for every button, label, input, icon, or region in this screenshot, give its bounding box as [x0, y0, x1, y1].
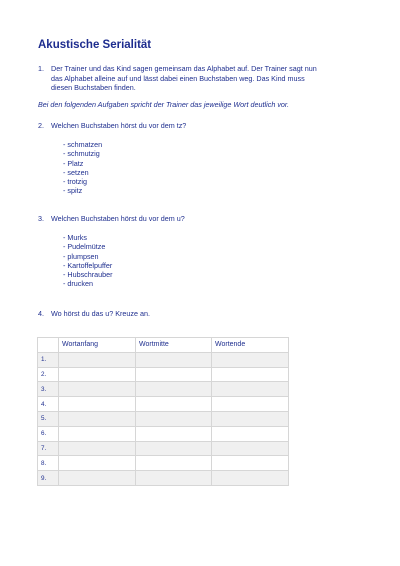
answer-cell[interactable] — [212, 382, 289, 397]
row-number: 1. — [38, 352, 59, 367]
row-number: 2. — [38, 367, 59, 382]
row-number: 9. — [38, 471, 59, 486]
table-row — [38, 471, 289, 486]
list-item: - schmatzen — [63, 140, 102, 149]
list-item: - setzen — [63, 168, 102, 177]
task-3-word-list — [63, 233, 113, 289]
answer-cell[interactable] — [136, 367, 212, 382]
task-4-number: 4. — [38, 309, 44, 318]
answer-table — [37, 337, 289, 486]
row-number: 8. — [38, 456, 59, 471]
row-number: 4. — [38, 397, 59, 412]
answer-cell[interactable] — [59, 411, 136, 426]
table-header-row — [38, 338, 289, 353]
list-item: - spitz — [63, 186, 102, 195]
task-1-line: diesen Buchstaben finden. — [51, 83, 136, 93]
task-1-line: das Alphabet alleine auf und lässt dabei einen Buchstaben weg. Das Kind muss — [51, 73, 305, 83]
header-cell-empty — [38, 338, 59, 353]
table-row — [38, 382, 289, 397]
answer-cell[interactable] — [59, 367, 136, 382]
instruction-text: Bei den folgenden Aufgaben spricht der Trainer das jeweilige Wort deutlich vor. — [38, 100, 290, 109]
header-cell-wortmitte: Wortmitte — [136, 338, 212, 353]
answer-cell[interactable] — [59, 441, 136, 456]
answer-cell[interactable] — [212, 352, 289, 367]
task-2-question: Welchen Buchstaben hörst du vor dem tz? — [51, 121, 187, 130]
list-item: - Pudelmütze — [63, 242, 113, 251]
list-item: - Murks — [63, 233, 113, 242]
answer-cell[interactable] — [136, 426, 212, 441]
table-row — [38, 352, 289, 367]
task-3-number: 3. — [38, 214, 44, 223]
task-3-question: Welchen Buchstaben hörst du vor dem u? — [51, 214, 185, 223]
table-row — [38, 441, 289, 456]
answer-cell[interactable] — [212, 471, 289, 486]
answer-cell[interactable] — [59, 456, 136, 471]
answer-cell[interactable] — [59, 471, 136, 486]
task-2-number: 2. — [38, 121, 44, 130]
answer-cell[interactable] — [212, 397, 289, 412]
table-row — [38, 397, 289, 412]
table-row — [38, 456, 289, 471]
answer-cell[interactable] — [59, 426, 136, 441]
task-4-question: Wo hörst du das u? Kreuze an. — [51, 309, 150, 318]
answer-cell[interactable] — [59, 397, 136, 412]
list-item: - Kartoffelpuffer — [63, 261, 113, 270]
task-1-number: 1. — [38, 64, 44, 73]
page-title: Akustische Serialität — [38, 39, 152, 51]
answer-cell[interactable] — [136, 441, 212, 456]
list-item: - trotzig — [63, 177, 102, 186]
answer-cell[interactable] — [136, 411, 212, 426]
answer-cell[interactable] — [136, 397, 212, 412]
answer-cell[interactable] — [212, 426, 289, 441]
answer-cell[interactable] — [212, 367, 289, 382]
list-item: - Platz — [63, 159, 102, 168]
row-number: 6. — [38, 426, 59, 441]
answer-cell[interactable] — [136, 382, 212, 397]
header-cell-wortanfang: Wortanfang — [59, 338, 136, 353]
list-item: - Hubschrauber — [63, 270, 113, 279]
task-2-word-list — [63, 140, 102, 196]
answer-cell[interactable] — [59, 352, 136, 367]
answer-cell[interactable] — [136, 352, 212, 367]
task-1-text — [51, 64, 371, 93]
header-cell-wortende: Wortende — [212, 338, 289, 353]
list-item: - drucken — [63, 279, 113, 288]
list-item: - schmutzig — [63, 149, 102, 158]
answer-cell[interactable] — [59, 382, 136, 397]
table-row — [38, 367, 289, 382]
row-number: 3. — [38, 382, 59, 397]
row-number: 5. — [38, 411, 59, 426]
answer-cell[interactable] — [212, 441, 289, 456]
task-1-line: Der Trainer und das Kind sagen gemeinsam das Alphabet auf. Der Trainer sagt nun — [51, 64, 317, 73]
table-row — [38, 411, 289, 426]
answer-cell[interactable] — [212, 411, 289, 426]
row-number: 7. — [38, 441, 59, 456]
answer-cell[interactable] — [136, 456, 212, 471]
table-row — [38, 426, 289, 441]
answer-cell[interactable] — [212, 456, 289, 471]
list-item: - plumpsen — [63, 252, 113, 261]
answer-cell[interactable] — [136, 471, 212, 486]
